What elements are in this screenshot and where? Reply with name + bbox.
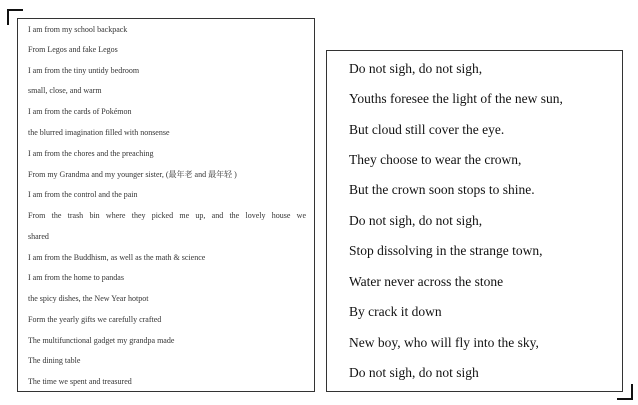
right-poem-line: Water never across the stone [349, 274, 504, 289]
left-poem-line: I am from my school backpack [28, 25, 128, 34]
left-poem-line: small, close, and warm [28, 86, 102, 95]
left-poem-line: I am from the home to pandas [28, 273, 124, 282]
left-poem-panel [17, 18, 315, 392]
left-poem-line: The dining table [28, 356, 81, 365]
right-poem-line: They choose to wear the crown, [349, 152, 522, 167]
left-poem-line: The time we spent and treasured [28, 377, 132, 386]
left-poem-line: From my Grandma and my younger sister, (最年老 and 最年轻 ) [28, 170, 237, 179]
right-poem-line: Do not sigh, do not sigh [349, 365, 479, 380]
right-poem-line: By crack it down [349, 304, 442, 319]
right-poem-panel [326, 50, 623, 392]
left-poem-line: the blurred imagination filled with nonsense [28, 128, 170, 137]
left-poem-line: shared [28, 232, 49, 241]
right-poem-line: Youths foresee the light of the new sun, [349, 91, 563, 106]
right-poem-line: But cloud still cover the eye. [349, 122, 505, 137]
right-poem-line: New boy, who will fly into the sky, [349, 335, 539, 350]
left-poem-line: I am from the control and the pain [28, 190, 138, 199]
left-poem-line: I am from the chores and the preaching [28, 149, 154, 158]
right-poem-line: But the crown soon stops to shine. [349, 182, 535, 197]
left-poem-line: I am from the tiny untidy bedroom [28, 66, 140, 75]
right-poem-line: Do not sigh, do not sigh, [349, 213, 483, 228]
left-poem-line: I am from the Buddhism, as well as the math & science [28, 253, 206, 262]
left-poem-line: the spicy dishes, the New Year hotpot [28, 294, 149, 303]
right-poem-line: Do not sigh, do not sigh, [349, 61, 483, 76]
left-poem-line: The multifunctional gadget my grandpa made [28, 336, 175, 345]
left-poem-line: I am from the cards of Pokémon [28, 107, 132, 116]
right-poem-line: Stop dissolving in the strange town, [349, 243, 543, 258]
left-poem-line: Form the yearly gifts we carefully crafted [28, 315, 162, 324]
left-poem-line: From the trash bin where they picked me up, and the lovely house we [28, 211, 306, 220]
left-poem-line: From Legos and fake Legos [28, 45, 118, 54]
